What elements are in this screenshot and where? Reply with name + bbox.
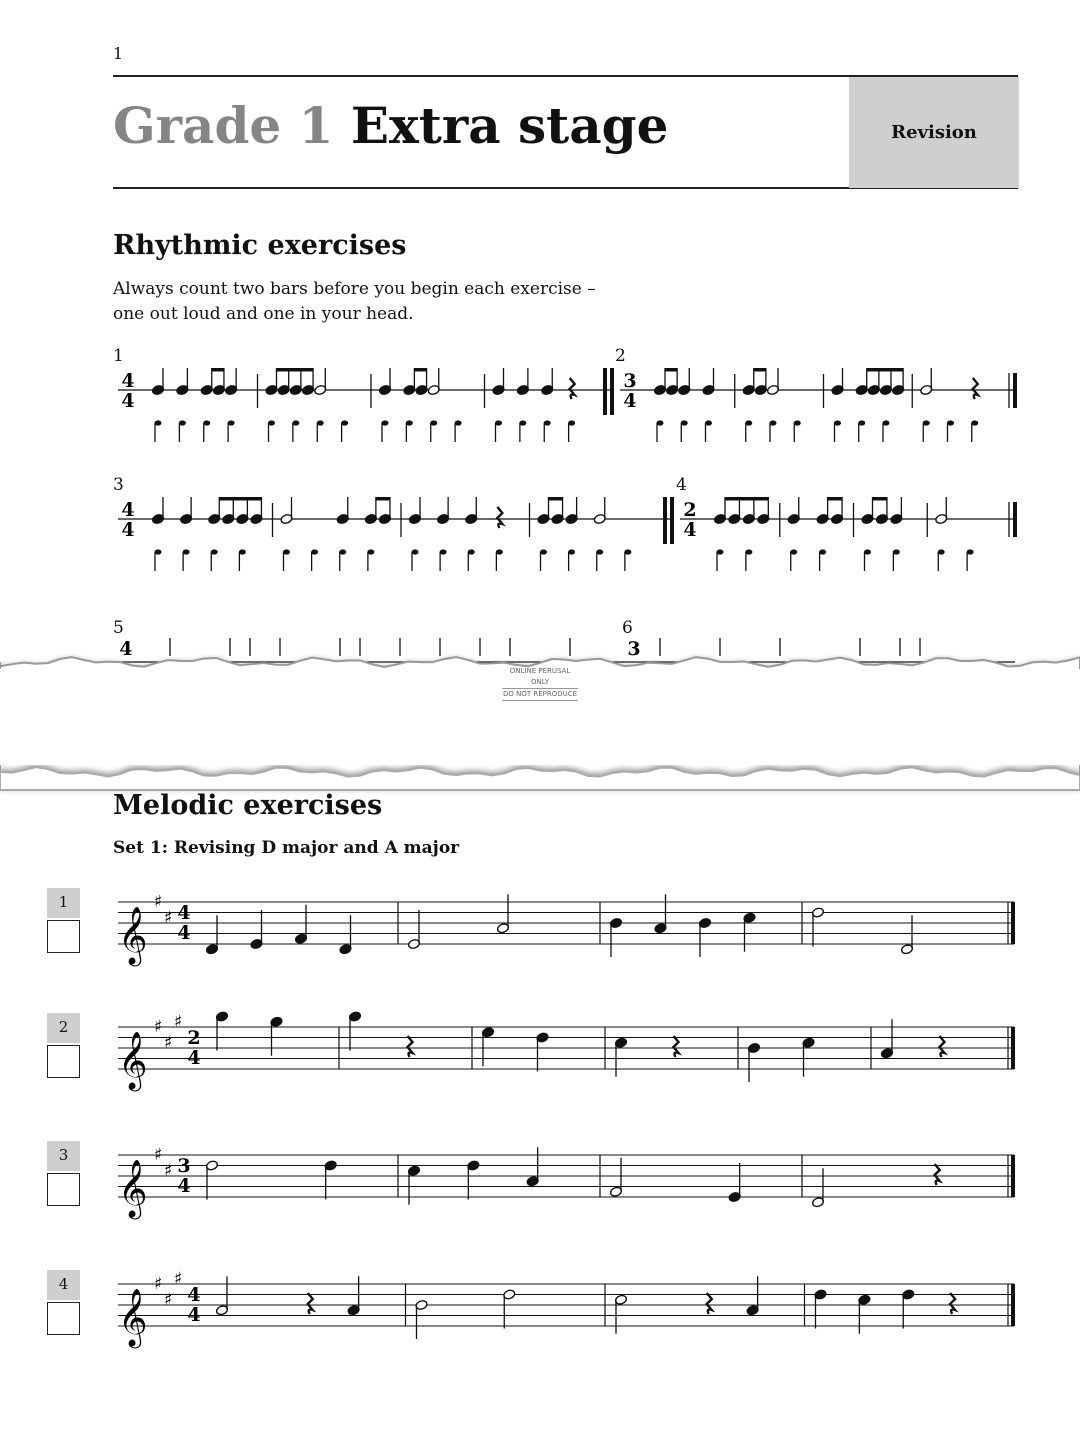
- time-signature-bottom: 4: [121, 519, 135, 541]
- time-signature-top: 2: [187, 1027, 201, 1049]
- watermark-line-1: ONLINE PERUSAL ONLY: [502, 666, 578, 689]
- quarter-rest: [497, 507, 502, 528]
- page-number: 1: [113, 44, 124, 63]
- treble-clef-icon: 𝄞: [118, 1288, 148, 1346]
- melodic-exercise-number: 2: [47, 1013, 80, 1043]
- beam: [376, 497, 390, 501]
- beam: [212, 368, 224, 372]
- watermark-line-2: DO NOT REPRODUCE: [502, 689, 578, 701]
- time-signature-top: 4: [119, 638, 133, 660]
- intro-line-2: one out loud and one in your head.: [113, 304, 414, 324]
- exercise-checkbox[interactable]: [47, 1302, 80, 1335]
- rhythm-exercise-number: 4: [676, 475, 687, 495]
- melodic-exercise-number: 3: [47, 1141, 80, 1171]
- time-signature-bottom: 4: [187, 1047, 201, 1069]
- torn-edge-bottom: [0, 767, 1080, 790]
- rhythm-exercise-number: 1: [113, 346, 124, 366]
- exercise-checkbox[interactable]: [47, 1045, 80, 1078]
- sharp-icon: ♯: [154, 892, 163, 912]
- time-signature-top: 4: [187, 1284, 201, 1306]
- time-signature-bottom: 4: [683, 519, 697, 541]
- rhythm-exercise-number: 6: [622, 618, 633, 638]
- rhythmic-heading: Rhythmic exercises: [113, 230, 407, 261]
- quarter-rest: [674, 1036, 679, 1057]
- sharp-icon: ♯: [154, 1017, 163, 1037]
- rhythm-exercise-number: 2: [615, 346, 626, 366]
- time-signature-bottom: 4: [177, 1175, 191, 1197]
- sharp-icon: ♯: [174, 1268, 183, 1289]
- time-signature-top: 3: [177, 1155, 191, 1177]
- beam: [754, 368, 766, 372]
- watermark: [490, 666, 590, 701]
- beam: [219, 497, 261, 501]
- quarter-rest: [950, 1293, 955, 1314]
- treble-clef-icon: 𝄞: [118, 1031, 148, 1089]
- time-signature-bottom: 4: [177, 922, 191, 944]
- quarter-rest: [570, 378, 575, 399]
- melodic-heading: Melodic exercises: [113, 790, 383, 821]
- quarter-rest: [308, 1293, 313, 1314]
- melodic-exercise-number: 1: [47, 888, 80, 918]
- rhythm-exercise-number: 5: [113, 618, 124, 638]
- quarter-rest: [935, 1164, 940, 1185]
- treble-clef-icon: 𝄞: [118, 906, 148, 964]
- time-signature-bottom: 4: [187, 1304, 201, 1326]
- quarter-rest: [940, 1036, 945, 1057]
- section-badge: Revision: [849, 77, 1019, 188]
- sharp-icon: ♯: [154, 1145, 163, 1165]
- quarter-rest: [973, 378, 978, 399]
- beam: [665, 368, 677, 372]
- sharp-icon: ♯: [164, 1289, 173, 1310]
- sharp-icon: ♯: [164, 1160, 173, 1181]
- beam: [867, 368, 903, 372]
- time-signature-top: 4: [121, 499, 135, 521]
- melodic-exercise-number: 4: [47, 1270, 80, 1300]
- intro-line-1: Always count two bars before you begin each exercise –: [113, 279, 596, 299]
- grade-label: Grade 1: [113, 96, 334, 155]
- sharp-icon: ♯: [174, 1011, 183, 1032]
- set-title: Set 1: Revising D major and A major: [113, 838, 460, 858]
- sharp-icon: ♯: [164, 907, 173, 928]
- time-signature-top: 2: [683, 499, 697, 521]
- time-signature-top: 3: [627, 638, 641, 660]
- time-signature-bottom: 4: [623, 390, 637, 412]
- time-signature-bottom: 4: [121, 390, 135, 412]
- time-signature-top: 4: [177, 902, 191, 924]
- treble-clef-icon: 𝄞: [118, 1159, 148, 1217]
- rhythm-exercise-number: 3: [113, 475, 124, 495]
- sharp-icon: ♯: [154, 1274, 163, 1294]
- beam: [873, 497, 887, 501]
- exercise-checkbox[interactable]: [47, 1173, 80, 1206]
- quarter-rest: [408, 1036, 413, 1057]
- beam: [549, 497, 563, 501]
- beam: [828, 497, 842, 501]
- time-signature-top: 4: [121, 370, 135, 392]
- beam: [277, 368, 314, 372]
- exercise-checkbox[interactable]: [47, 920, 80, 953]
- beam: [414, 368, 426, 372]
- sharp-icon: ♯: [164, 1032, 173, 1053]
- beam: [725, 497, 768, 501]
- quarter-rest: [707, 1293, 712, 1314]
- time-signature-top: 3: [623, 370, 637, 392]
- stage-label: Extra stage: [350, 96, 669, 155]
